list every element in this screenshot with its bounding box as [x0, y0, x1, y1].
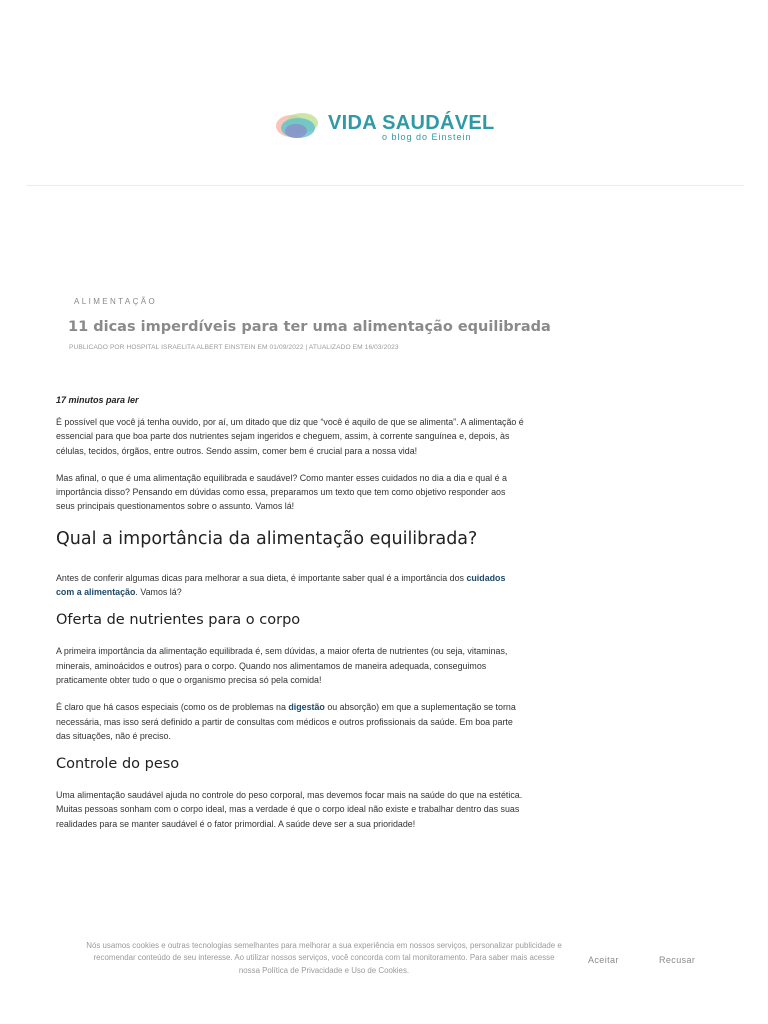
intro-paragraph-1: É possível que você já tenha ouvido, por aí, um ditado que diz que “você é aquilo de que se alimenta”. A alimentação é essencial para que boa parte dos nutrientes sejam ingeridos e cheguem, assim, à corrente sanguínea e, depois, às células, tecidos, órgãos, entre outros. Sendo assim, comer bem é crucial para a nossa vida! — [56, 417, 524, 456]
intro-paragraph-2: Mas afinal, o que é uma alimentação equilibrada e saudável? Como manter esses cuidados no dia a dia e qual é a importância disso? Pensando em dúvidas como essa, preparamos um texto que tem como objetivo responder aos seus principais questionamentos sobre o assunto. Vamos lá! — [56, 472, 507, 512]
article-title: 11 dicas imperdíveis para ter uma alimentação equilibrada — [68, 319, 551, 335]
category-link[interactable]: ALIMENTAÇÃO — [74, 297, 158, 306]
article-body — [56, 395, 526, 844]
cookie-text: Nós usamos cookies e outras tecnologias semelhantes para melhorar a sua experiência em nossos serviços, personalizar publicidade e recomendar conteúdo de seu interesse. Ao utilizar nossos serviços, você concorda com tal monitoramento. Para saber mais acesse nossa Política de Privacidade e Uso de Cookies. — [86, 941, 562, 975]
controle-peso-paragraph: Uma alimentação saudável ajuda no controle do peso corporal, mas devemos focar mais na saúde do que na estética. Muitas pessoas sonham com o corpo ideal, mas a verdade é que o corpo ideal não existe e trabalhar dentro das suas realidades para se manter saudável é o fator primordial. A saúde deve ser a sua prioridade! — [56, 790, 523, 829]
cookie-banner — [0, 938, 768, 984]
read-time: 17 minutos para ler — [56, 395, 139, 405]
text-span: Antes de conferir algumas dicas para melhorar a sua dieta, é importante saber qual é a importância dos — [56, 572, 467, 583]
subheading-controle-peso: Controle do peso — [56, 756, 180, 773]
nutrientes-paragraph-1: A primeira importância da alimentação equilibrada é, sem dúvidas, a maior oferta de nutrientes (ou seja, vitaminas, minerais, aminoácidos e outros) para o corpo. Quando nos alimentamos de maneira adequada, conseguimos praticamente obter tudo o que o organismo precisa só pela comida! — [56, 646, 508, 685]
nutrientes-paragraph-2 — [56, 700, 526, 743]
logo-subtitle: o blog do Einstein — [382, 132, 472, 142]
reject-cookies-button[interactable]: Recusar — [659, 955, 696, 965]
site-logo-link[interactable] — [0, 108, 768, 148]
header-divider — [26, 185, 744, 186]
digestao-link[interactable]: digestão — [288, 702, 325, 713]
article-byline: PUBLICADO POR HOSPITAL ISRAELITA ALBERT EINSTEIN EM 01/09/2022 | ATUALIZADO EM 16/03/2023 — [69, 344, 399, 351]
text-span: ou absorção) em que a suplementação se torna necessária, mas isso será definido a partir de consultas com médicos e outros profissionais da saúde. Em boa parte das situações, não é preciso. — [56, 702, 516, 741]
logo-blob-icon — [274, 110, 322, 142]
cuidados-alimentacao-link[interactable]: cuidados com a alimentação — [56, 572, 506, 598]
subheading-nutrientes: Oferta de nutrientes para o corpo — [56, 612, 301, 629]
section-heading-importance: Qual a importância da alimentação equilibrada? — [56, 528, 478, 549]
logo-title: VIDA SAUDÁVEL — [328, 112, 495, 134]
accept-cookies-button[interactable]: Aceitar — [588, 955, 619, 965]
text-span: É claro que há casos especiais (como os de problemas na — [56, 702, 289, 713]
text-span: . Vamos lá? — [135, 587, 182, 598]
section-importance-paragraph — [56, 571, 526, 600]
